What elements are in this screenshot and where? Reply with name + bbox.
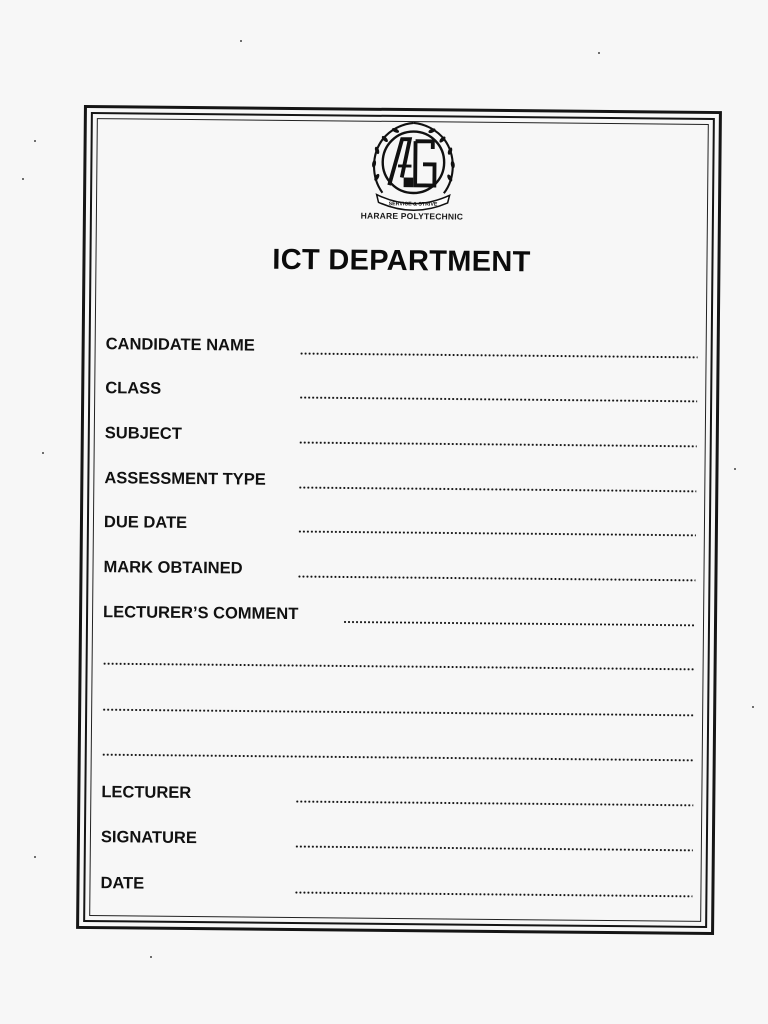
date-row [100, 870, 692, 902]
lecturers-comment-row [103, 599, 695, 631]
comment-line-row [102, 734, 694, 766]
comment-line-row [102, 689, 694, 721]
comment-line-3[interactable] [102, 753, 694, 762]
candidate-name-label: CANDIDATE NAME [105, 335, 255, 355]
scan-speck [34, 140, 36, 142]
due-date-row [104, 509, 696, 541]
signature-row [101, 824, 693, 856]
scan-speck [734, 468, 736, 470]
comment-line-2[interactable] [102, 708, 694, 717]
due-date-field[interactable] [298, 530, 696, 537]
class-row [105, 375, 697, 407]
mark-obtained-row [103, 554, 695, 586]
candidate-name-row [106, 331, 698, 363]
candidate-name-field[interactable] [300, 352, 698, 359]
assessment-type-row [104, 465, 696, 497]
comment-line-1[interactable] [103, 662, 695, 671]
scan-speck [22, 178, 24, 180]
assessment-type-label: ASSESSMENT TYPE [104, 469, 266, 489]
comment-line-row [103, 643, 695, 675]
scan-speck [150, 956, 152, 958]
subject-label: SUBJECT [104, 424, 182, 443]
date-label: DATE [100, 874, 145, 893]
date-field[interactable] [294, 891, 692, 898]
department-title: ICT DEPARTMENT [272, 243, 531, 279]
lecturers-comment-field[interactable] [343, 620, 695, 626]
scan-speck [42, 452, 44, 454]
lecturer-label: LECTURER [101, 783, 192, 803]
lecturer-field[interactable] [295, 800, 693, 807]
scan-speck [752, 706, 754, 708]
mark-obtained-label: MARK OBTAINED [103, 558, 243, 578]
subject-row [105, 420, 697, 452]
scan-speck [598, 52, 600, 54]
subject-field[interactable] [299, 441, 697, 448]
class-field[interactable] [299, 396, 697, 403]
signature-field[interactable] [295, 845, 693, 852]
scan-speck [34, 856, 36, 858]
institution-name: HARARE POLYTECHNIC [360, 210, 464, 222]
lecturers-comment-label: LECTURER’S COMMENT [103, 603, 299, 624]
cover-sheet [76, 105, 722, 935]
assessment-type-field[interactable] [298, 486, 696, 493]
signature-label: SIGNATURE [100, 828, 197, 848]
scan-speck [240, 40, 242, 42]
seal-motto: SERVICE & STRIVE [388, 201, 438, 208]
lecturer-row [101, 779, 693, 811]
due-date-label: DUE DATE [103, 513, 188, 532]
class-label: CLASS [105, 379, 162, 398]
harare-polytechnic-logo [365, 118, 462, 215]
mark-obtained-field[interactable] [297, 575, 695, 582]
